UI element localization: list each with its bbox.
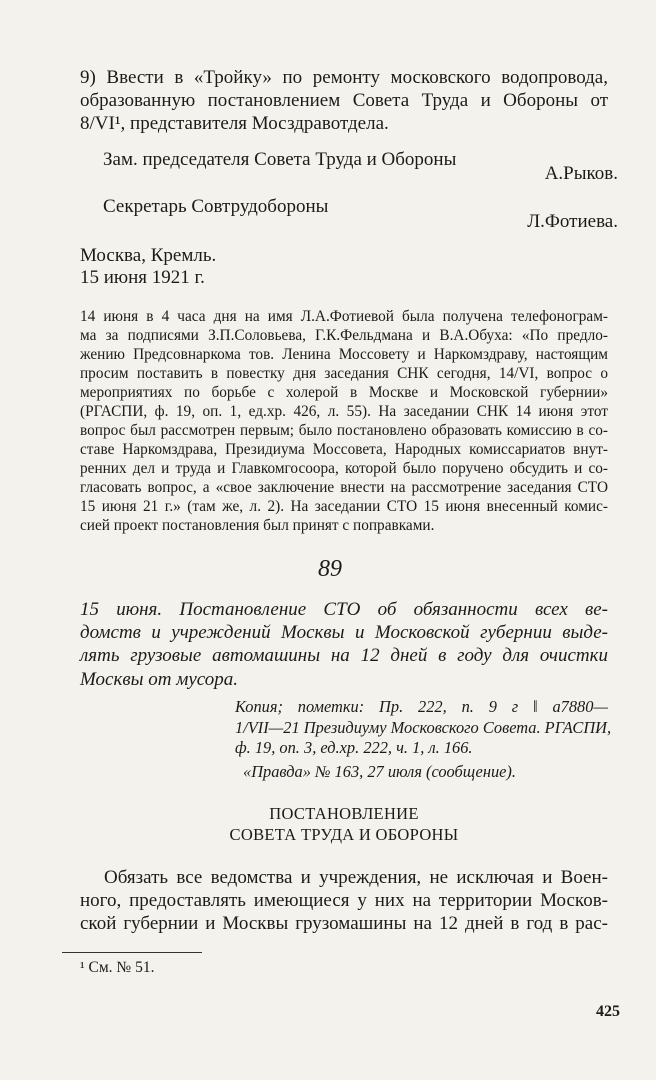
- place-line: Москва, Кремль.: [80, 245, 217, 266]
- heading-line: 15 июня. Постановление СТО об обязанности всех ве-: [80, 599, 608, 620]
- note-line: (РГАСПИ, ф. 19, оп. 1, ед.хр. 426, л. 55). На заседании СНК 14 июня этот: [80, 403, 608, 420]
- publication-reference: «Правда» № 163, 27 июля (сообщение).: [243, 762, 516, 781]
- text-line: образованную постановлением Совета Труда и Обороны от: [80, 90, 608, 112]
- note-line: 15 июня 21 г.» (там же, л. 2). На заседании СТО 15 июня внесенный комис-: [80, 498, 608, 515]
- signature-title-1: Зам. председателя Совета Труда и Обороны: [103, 149, 457, 170]
- note-line: ма за подписями З.П.Соловьева, Г.К.Фельдмана и В.А.Обуха: «По предло-: [80, 327, 608, 344]
- note-line: 14 июня в 4 часа дня на имя Л.А.Фотиевой была получена телефонограм-: [80, 308, 608, 325]
- resolution-body: [80, 866, 608, 936]
- title-line-1: ПОСТАНОВЛЕНИЕ: [269, 804, 419, 823]
- heading-line: Москвы от мусора.: [80, 668, 238, 690]
- title-line-2: СОВЕТА ТРУДА И ОБОРОНЫ: [229, 825, 459, 844]
- date-line: 15 июня 1921 г.: [80, 267, 205, 288]
- archive-line: ф. 19, оп. 3, ед.хр. 222, ч. 1, л. 166.: [235, 738, 473, 757]
- page-number: 425: [596, 1003, 620, 1020]
- note-line: мероприятиях по борьбе с холерой в Москве и Московской губернии»: [80, 384, 608, 401]
- heading-line: домств и учреждений Москвы и Московской губернии выде-: [80, 622, 608, 644]
- note-line: гласовать вопрос, а «свое заключение внести на рассмотрение заседания СТО: [80, 479, 608, 496]
- text-line: 8/VI¹, представителя Мосздравотдела.: [80, 113, 389, 135]
- heading-line: лять грузовые автомашины на 12 дней в году для очистки: [80, 645, 608, 667]
- note-line: сией проект постановления был принят с поправками.: [80, 517, 435, 534]
- document-heading: [80, 598, 608, 691]
- signature-name-2: Л.Фотиева.: [527, 211, 618, 232]
- note-line: жению Предсовнаркома тов. Ленина Моссовету и Наркомздраву, настоящим: [80, 346, 608, 363]
- note-line: ренних дел и труда и Главкомгосоора, которой было поручено обсудить и со-: [80, 460, 608, 477]
- note-line: просим поставить в повестку дня заседания СНК сегодня, 14/VI, вопрос о: [80, 365, 608, 382]
- editorial-note: [80, 307, 608, 535]
- footnote: ¹ См. № 51.: [80, 959, 155, 976]
- note-line: вопрос был рассмотрен первым; было постановлено образовать комиссию в со-: [80, 422, 608, 439]
- archive-line: 1/VII—21 Президиуму Московского Совета. РГАСПИ,: [235, 717, 612, 737]
- signature-name-1: А.Рыков.: [544, 163, 618, 184]
- footnote-rule: [62, 952, 202, 953]
- text-line: 9) Ввести в «Тройку» по ремонту московского водопровода,: [80, 67, 608, 88]
- body-line: ской губернии и Москвы грузомашины на 12 дней в год в рас-: [80, 913, 608, 935]
- signature-title-2: Секретарь Совтрудобороны: [103, 196, 329, 217]
- note-line: ставе Наркомздрава, Президиума Моссовета, Народных комиссариатов внут-: [80, 441, 608, 458]
- document-number: 89: [318, 556, 342, 582]
- archive-line: Копия; пометки: Пр. 222, п. 9 г ‖ а7880—: [235, 697, 608, 716]
- body-line: Обязать все ведомства и учреждения, не исключая и Воен-: [104, 867, 608, 888]
- resolution-title: [80, 803, 608, 845]
- body-line: ного, предоставлять имеющиеся у них на территории Москов-: [80, 890, 608, 912]
- archive-reference: [235, 697, 612, 759]
- paragraph-9: [80, 66, 608, 136]
